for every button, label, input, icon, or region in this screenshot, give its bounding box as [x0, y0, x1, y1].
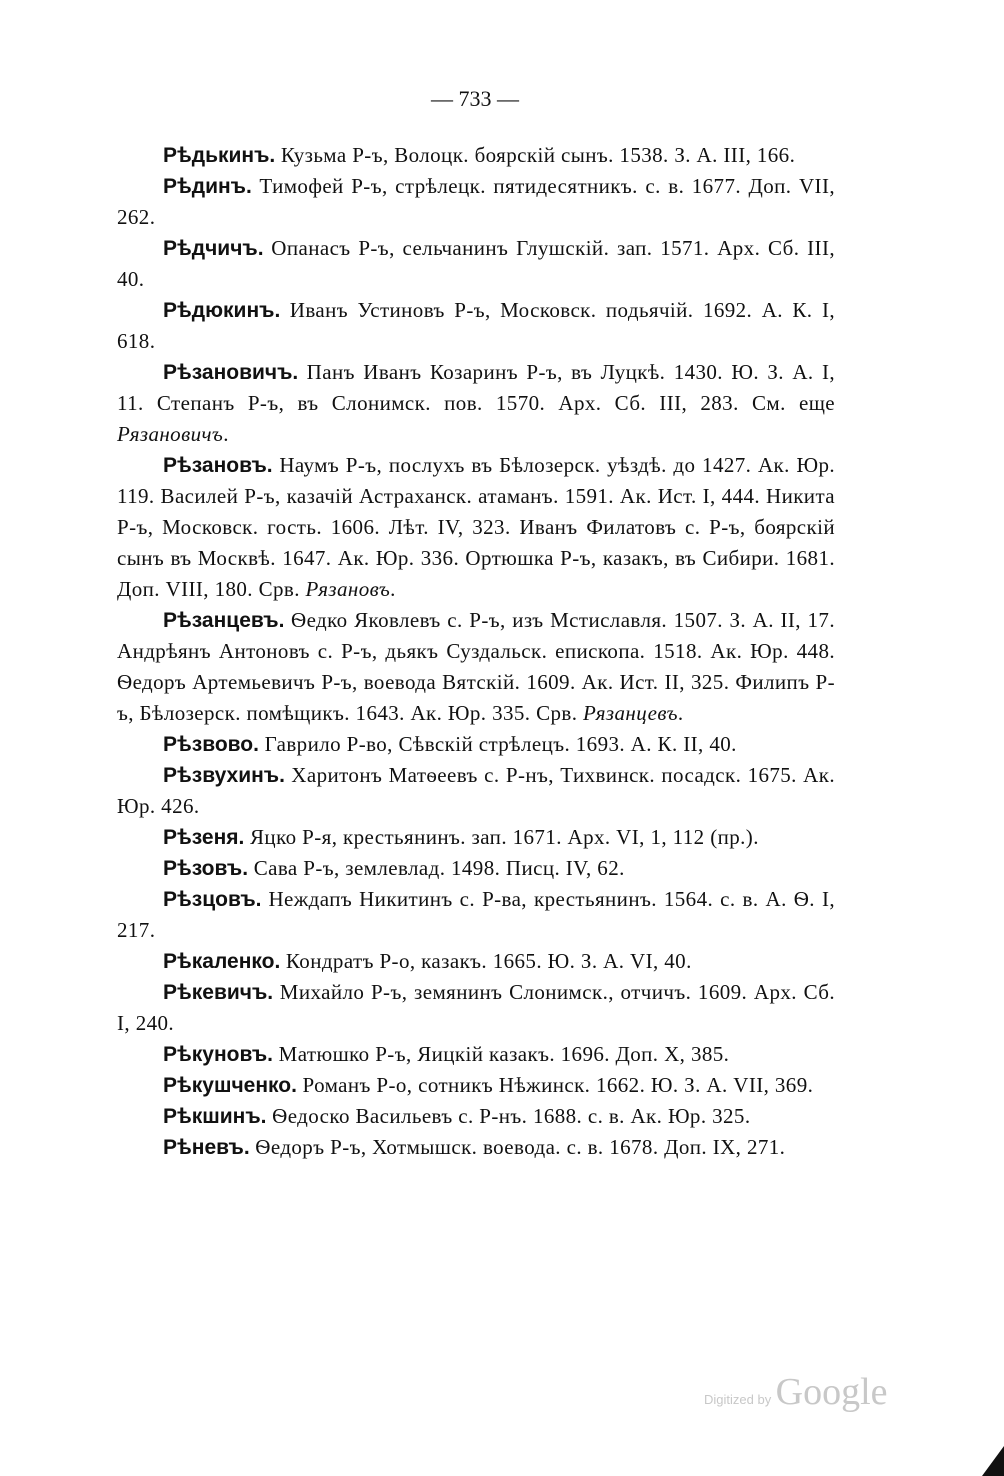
- entry-text: Панъ Иванъ Козаринъ Р-ъ, въ Луцкѣ. 1430. Ю. З. А. I, 11. Степанъ Р-ъ, въ Слонимск. пов. 1570. Арх. Сб. III, 283. См. еще: [117, 360, 835, 415]
- dictionary-entry: [117, 450, 835, 605]
- entry-cross-reference: Рязановичъ: [117, 422, 224, 446]
- entry-text: Ѳедоръ Р-ъ, Хотмышск. воевода. с. в. 1678. Доп. IX, 271.: [249, 1135, 786, 1159]
- entry-headword: Рѣзцовъ.: [163, 888, 262, 911]
- dictionary-entry: [117, 605, 835, 729]
- entry-tail: .: [223, 422, 229, 446]
- entry-text: Неждапъ Никитинъ с. Р-ва, крестьянинъ. 1564. с. в. А. Ѳ. I, 217.: [117, 887, 835, 942]
- dictionary-entry: [117, 760, 835, 822]
- entry-headword: Рѣзановъ.: [163, 454, 273, 477]
- entry-headword: Рѣдчичъ.: [163, 237, 264, 260]
- dictionary-entry: [117, 1039, 835, 1070]
- dictionary-entry: [117, 884, 835, 946]
- entry-text: Ѳедоско Васильевъ с. Р-нъ. 1688. с. в. Ак. Юр. 325.: [266, 1104, 751, 1128]
- entry-text: Романъ Р-о, сотникъ Нѣжинск. 1662. Ю. З. А. VII, 369.: [296, 1073, 814, 1097]
- entry-headword: Рѣзанцевъ.: [163, 609, 285, 632]
- dictionary-entry: [117, 729, 835, 760]
- entry-headword: Рѣзвово.: [163, 733, 259, 756]
- entry-cross-reference: Рязановъ: [305, 577, 391, 601]
- dictionary-entry: [117, 233, 835, 295]
- entry-headword: Рѣкаленко.: [163, 950, 281, 973]
- dictionary-entries: [117, 140, 835, 1163]
- dictionary-entry: [117, 295, 835, 357]
- entry-headword: Рѣневъ.: [163, 1136, 250, 1159]
- entry-text: Тимофей Р-ъ, стрѣлецк. пятидесятникъ. с. в. 1677. Доп. VII, 262.: [117, 174, 835, 229]
- entry-headword: Рѣкушченко.: [163, 1074, 297, 1097]
- entry-text: Наумъ Р-ъ, послухъ въ Бѣлозерск. уѣздѣ. до 1427. Ак. Юр. 119. Василей Р-ъ, казачій Астраханск. атаманъ. 1591. Ак. Ист. I, 444. Никита Р-ъ, Московск. гость. 1606. Лѣт. IV, 323. Иванъ Филатовъ с. Р-ъ, боярскій сынъ въ Москвѣ. 1647. Ак. Юр. 336. Ортюшка Р-ъ, казакъ, въ Сибири. 1681. Доп. VIII, 180. Срв.: [117, 453, 835, 601]
- entry-headword: Рѣдюкинъ.: [163, 299, 281, 322]
- entry-tail: .: [390, 577, 396, 601]
- page-number: — 733 —: [431, 86, 519, 111]
- dictionary-entry: [117, 822, 835, 853]
- page-corner-mark: [982, 1446, 1004, 1476]
- dictionary-entry: [117, 1132, 835, 1163]
- watermark-small: Digitized by: [704, 1392, 772, 1407]
- entry-headword: Рѣзеня.: [163, 826, 245, 849]
- entry-text: Иванъ Устиновъ Р-ъ, Московск. подьячій. 1692. А. К. I, 618.: [117, 298, 835, 353]
- dictionary-entry: [117, 171, 835, 233]
- entry-text: Гаврило Р-во, Сѣвскій стрѣлецъ. 1693. А. К. II, 40.: [258, 732, 737, 756]
- dictionary-entry: [117, 1101, 835, 1132]
- entry-text: Яцко Р-я, крестьянинъ. зап. 1671. Арх. VI, 1, 112 (пр.).: [244, 825, 759, 849]
- watermark-logo: Google: [775, 1371, 888, 1413]
- entry-text: Михайло Р-ъ, земянинъ Слонимск., отчичъ. 1609. Арх. Сб. I, 240.: [117, 980, 835, 1035]
- entry-text: Опанасъ Р-ъ, сельчанинъ Глушскій. зап. 1571. Арх. Сб. III, 40.: [117, 236, 835, 291]
- entry-text: Ѳедко Яковлевъ с. Р-ъ, изъ Мстиславля. 1507. З. А. II, 17. Андрѣянъ Антоновъ с. Р-ъ, дьякъ Суздальск. епископа. 1518. Ак. Юр. 448. Ѳедоръ Артемьевичъ Р-ъ, воевода Вятскій. 1609. Ак. Ист. II, 325. Филипъ Р-ъ, Бѣлозерск. помѣщикъ. 1643. Ак. Юр. 335. Срв.: [117, 608, 835, 725]
- entry-text: Кондратъ Р-о, казакъ. 1665. Ю. З. А. VI, 40.: [280, 949, 692, 973]
- entry-headword: Рѣкшинъ.: [163, 1105, 267, 1128]
- digitized-by-google-watermark: [704, 1370, 888, 1414]
- entry-cross-reference: Рязанцевъ: [583, 701, 678, 725]
- dictionary-entry: [117, 853, 835, 884]
- entry-text: Кузьма Р-ъ, Волоцк. боярскій сынъ. 1538. З. А. III, 166.: [275, 143, 796, 167]
- entry-headword: Рѣзановичъ.: [163, 361, 299, 384]
- dictionary-entry: [117, 977, 835, 1039]
- entry-headword: Рѣзвухинъ.: [163, 764, 285, 787]
- dictionary-entry: [117, 946, 835, 977]
- entry-headword: Рѣкуновъ.: [163, 1043, 273, 1066]
- dictionary-entry: [117, 1070, 835, 1101]
- dictionary-entry: [117, 357, 835, 450]
- entry-tail: .: [677, 701, 684, 725]
- entry-text: Матюшко Р-ъ, Яицкій казакъ. 1696. Доп. X, 385.: [273, 1042, 730, 1066]
- entry-headword: Рѣдькинъ.: [163, 144, 276, 167]
- entry-headword: Рѣдинъ.: [163, 175, 252, 198]
- entry-headword: Рѣкевичъ.: [163, 981, 274, 1004]
- entry-text: Харитонъ Матѳеевъ с. Р-нъ, Тихвинск. посадск. 1675. Ак. Юр. 426.: [117, 763, 835, 818]
- dictionary-entry: [117, 140, 835, 171]
- entry-text: Сава Р-ъ, землевлад. 1498. Писц. IV, 62.: [248, 856, 625, 880]
- entry-headword: Рѣзовъ.: [163, 857, 249, 880]
